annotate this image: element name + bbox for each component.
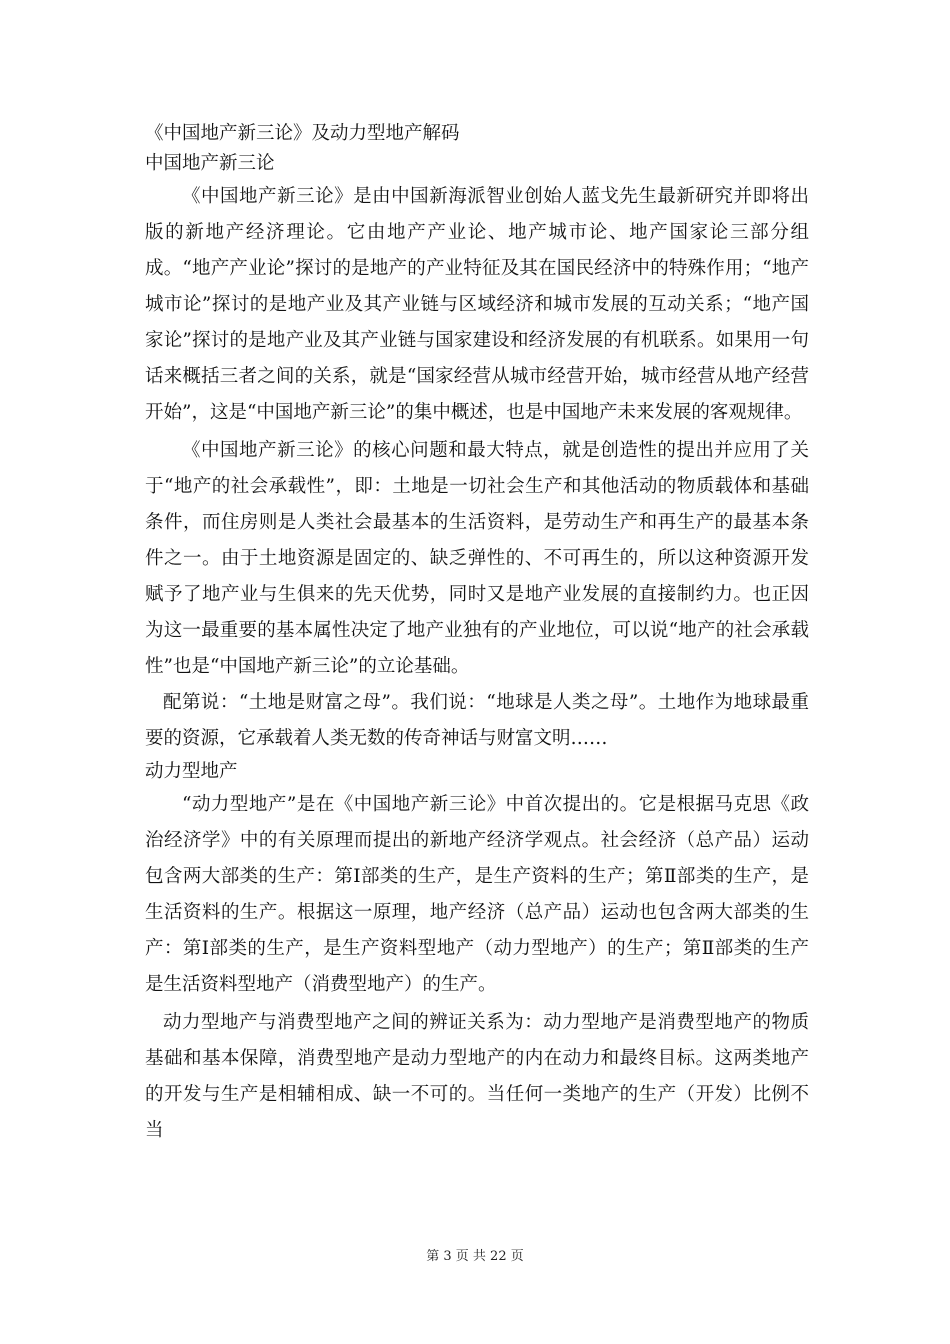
document-title: 《中国地产新三论》及动力型地产解码 [145,123,460,144]
section-heading-dynamic-real-estate: 动力型地产 [145,761,238,782]
section-heading-new-three-theories: 中国地产新三论 [145,153,275,174]
document-body [145,119,809,1149]
paragraph-petty-quote: 配第说：“土地是财富之母”。我们说：“地球是人类之母”。土地作为地球最重要的资源，它承载着人类无数的传奇神话与财富文明…… [145,692,809,749]
paragraph-social-carrying: 《中国地产新三论》的核心问题和最大特点，就是创造性的提出并应用了关于“地产的社会承载性”，即：土地是一切社会生产和其他活动的物质载体和基础条件，而住房则是人类社会最基本的生活资料，是劳动生产和再生产的最基本条件之一。由于土地资源是固定的、缺乏弹性的、不可再生的，所以这种资源开发赋予了地产业与生俱来的先天优势，同时又是地产业发展的直接制约力。也正因为这一最重要的基本属性决定了地产业独有的产业地位，可以说“地产的社会承载性”也是“中国地产新三论”的立论基础。 [145,440,809,677]
page-number-footer: 第 3 页 共 22 页 [426,1249,524,1264]
paragraph-intro: 《中国地产新三论》是由中国新海派智业创始人蓝戈先生最新研究并即将出版的新地产经济理论。它由地产产业论、地产城市论、地产国家论三部分组成。“地产产业论”探讨的是地产的产业特征及其在国民经济中的特殊作用；“地产城市论”探讨的是地产业及其产业链与区域经济和城市发展的互动关系；“地产国家论”探讨的是地产业及其产业链与国家建设和经济发展的有机联系。如果用一句话来概括三者之间的关系，就是“国家经营从城市经营开始，城市经营从地产经营开始”，这是“中国地产新三论”的集中概述，也是中国地产未来发展的客观规律。 [145,186,809,423]
paragraph-dialectic-relation: 动力型地产与消费型地产之间的辨证关系为：动力型地产是消费型地产的物质基础和基本保障，消费型地产是动力型地产的内在动力和最终目标。这两类地产的开发与生产是相辅相成、缺一不可的。当任何一类地产的生产（开发）比例不当 [145,1012,809,1141]
paragraph-dynamic-definition: “动力型地产”是在《中国地产新三论》中首次提出的。它是根据马克思《政治经济学》中的有关原理而提出的新地产经济学观点。社会经济（总产品）运动包含两大部类的生产：第Ⅰ部类的生产，是生产资料的生产；第Ⅱ部类的生产，是生活资料的生产。根据这一原理，地产经济（总产品）运动也包含两大部类的生产：第Ⅰ部类的生产，是生产资料型地产（动力型地产）的生产；第Ⅱ部类的生产是生活资料型地产（消费型地产）的生产。 [145,794,809,995]
